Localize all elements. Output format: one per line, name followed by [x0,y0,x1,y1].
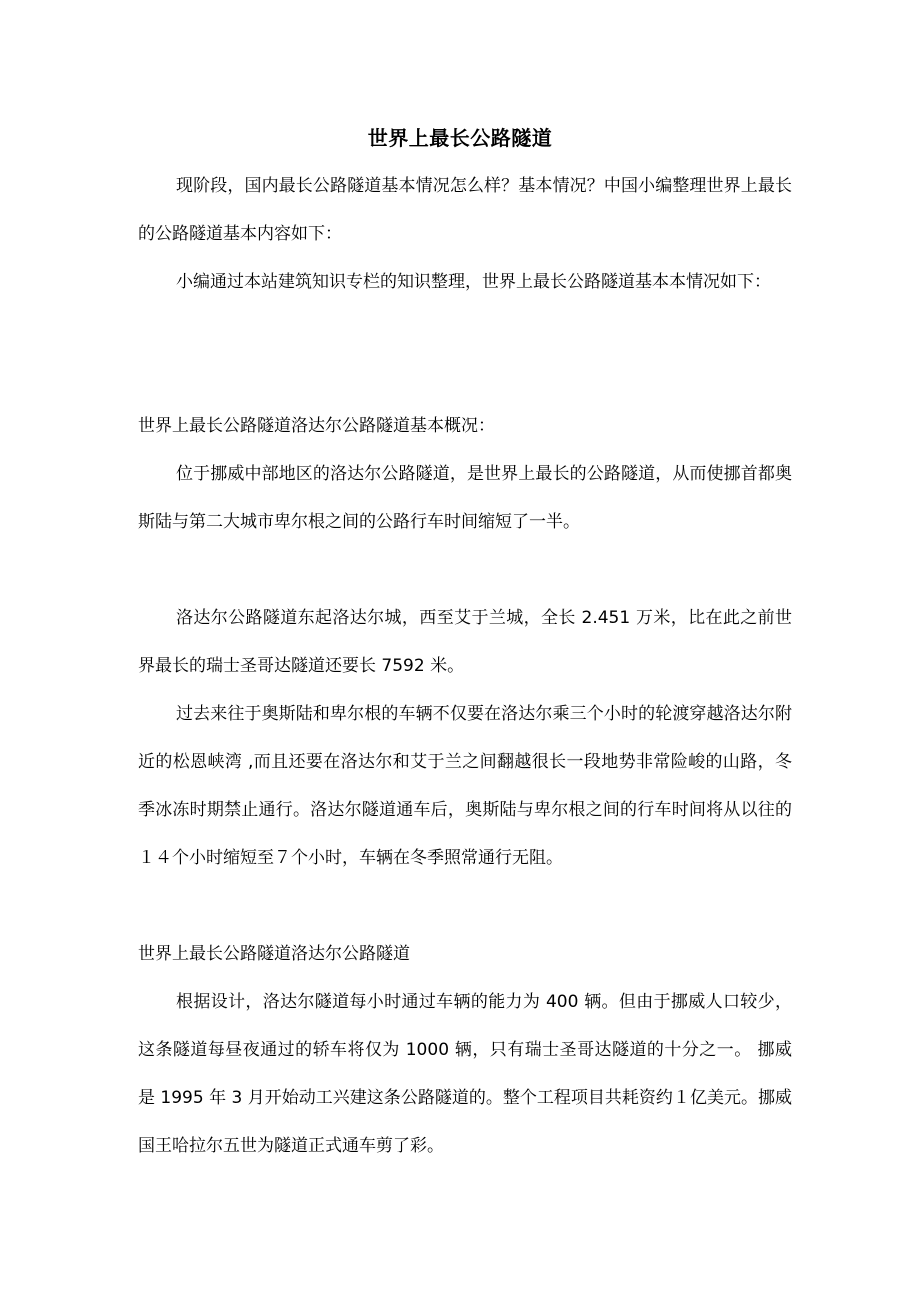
document-title: 世界上最长公路隧道 [367,126,553,150]
section-heading-tunnel: 世界上最长公路隧道洛达尔公路隧道 [138,944,410,964]
paragraph-history: 过去来往于奥斯陆和卑尔根的车辆不仅要在洛达尔乘三个小时的轮渡穿越洛达尔附近的松恩峡湾 ,而且还要在洛达尔和艾于兰之间翻越很长一段地势非常险峻的山路，冬季冰冻时期禁止通行。洛达尔隧道通车后，奥斯陆与卑尔根之间的行车时间将从以往的１４个小时缩短至７个小时，车辆在冬季照常通行无阻。 [138,704,792,868]
paragraph-intro: 现阶段，国内最长公路隧道基本情况怎么样？基本情况？中国小编整理世界上最长的公路隧道基本内容如下： [138,176,792,244]
paragraph-location: 位于挪威中部地区的洛达尔公路隧道，是世界上最长的公路隧道，从而使挪首都奥斯陆与第二大城市卑尔根之间的公路行车时间缩短了一半。 [138,464,792,532]
paragraph-summary: 小编通过本站建筑知识专栏的知识整理，世界上最长公路隧道基本本情况如下： [176,272,771,292]
section-heading-overview: 世界上最长公路隧道洛达尔公路隧道基本概况： [138,416,495,436]
paragraph-capacity: 根据设计，洛达尔隧道每小时通过车辆的能力为 400 辆。但由于挪威人口较少，这条隧道每昼夜通过的轿车将仅为 1000 辆，只有瑞士圣哥达隧道的十分之一。 挪威是 1995 年 3 月开始动工兴建这条公路隧道的。整个工程项目共耗资约１亿美元。挪威国王哈拉尔五世为隧道正式通车剪了彩。 [138,992,792,1156]
paragraph-length: 洛达尔公路隧道东起洛达尔城，西至艾于兰城，全长 2.451 万米，比在此之前世界最长的瑞士圣哥达隧道还要长 7592 米。 [138,608,792,676]
